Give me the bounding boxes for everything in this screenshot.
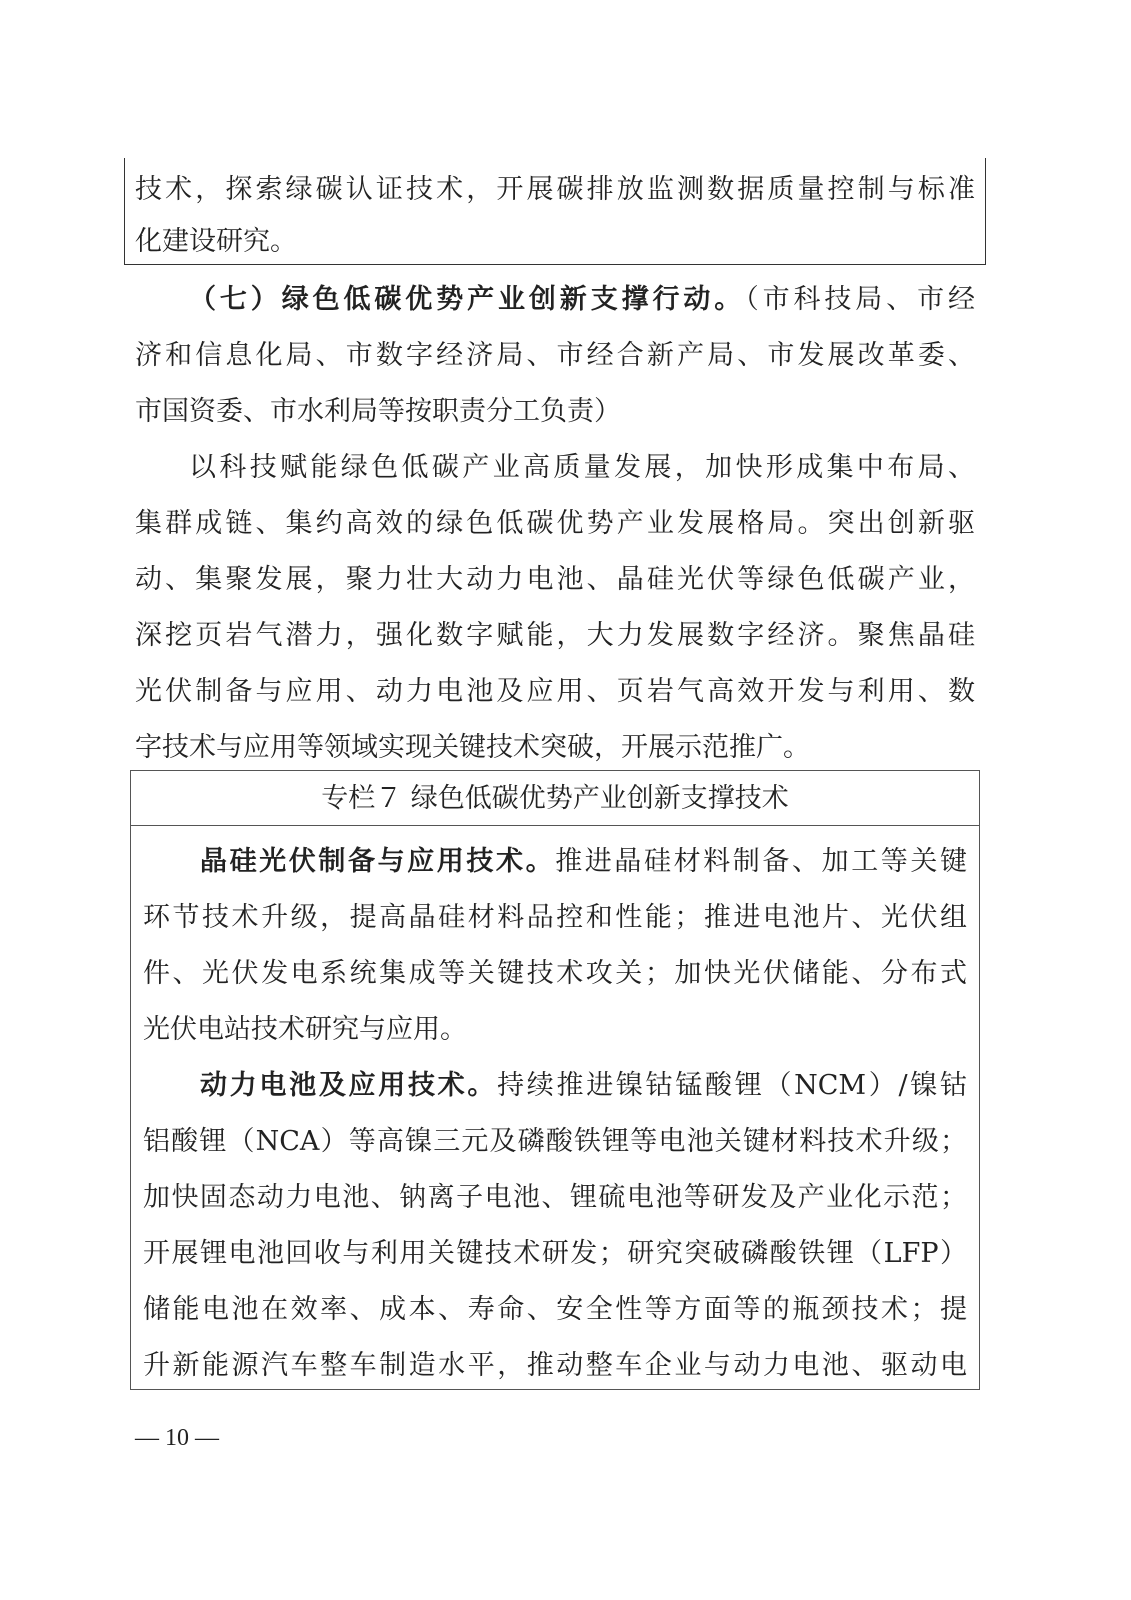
page-number: — 10 — <box>135 1425 219 1451</box>
section-responsible-text: （市科技局、市经 <box>745 284 976 315</box>
box-line: 开展锂电池回收与利用关键技术研发；研究突破磷酸铁锂（LFP） <box>143 1238 967 1269</box>
section-text-line: 市国资委、市水利局等按职责分工负责） <box>135 396 621 427</box>
box-text: 持续推进镍钴锰酸锂（NCM）/镍钴 <box>497 1070 968 1101</box>
box-subheading: 晶硅光伏制备与应用技术。 <box>200 846 556 877</box>
box-line: 储能电池在效率、成本、寿命、安全性等方面等的瓶颈技术；提 <box>143 1294 967 1325</box>
paragraph-line: 集群成链、集约高效的绿色低碳优势产业发展格局。突出创新驱 <box>135 508 975 539</box>
box-text: 推进晶硅材料制备、加工等关键 <box>555 846 968 877</box>
paragraph-line: 以科技赋能绿色低碳产业高质量发展，加快形成集中布局、 <box>189 452 975 483</box>
paragraph-line: 深挖页岩气潜力，强化数字赋能，大力发展数字经济。聚焦晶硅 <box>135 620 975 651</box>
box-text-line: 化建设研究。 <box>135 226 297 257</box>
box-line <box>200 842 967 882</box>
box-line: 升新能源汽车整车制造水平，推动整车企业与动力电池、驱动电 <box>143 1350 967 1381</box>
section-heading-line <box>189 280 975 320</box>
section-text-line: 济和信息化局、市数字经济局、市经合新产局、市发展改革委、 <box>135 340 975 371</box>
paragraph-line: 光伏制备与应用、动力电池及应用、页岩气高效开发与利用、数 <box>135 676 975 707</box>
box-title: 专栏７ 绿色低碳优势产业创新支撑技术 <box>131 771 979 826</box>
box-subheading: 动力电池及应用技术。 <box>200 1070 498 1101</box>
box-text-line: 技术，探索绿碳认证技术，开展碳排放监测数据质量控制与标准 <box>135 174 975 205</box>
box-line: 件、光伏发电系统集成等关键技术攻关；加快光伏储能、分布式 <box>143 958 967 989</box>
paragraph-line: 字技术与应用等领域实现关键技术突破，开展示范推广。 <box>135 732 810 763</box>
box-line: 光伏电站技术研究与应用。 <box>143 1014 467 1045</box>
section-heading: （七）绿色低碳优势产业创新支撑行动。 <box>189 284 746 315</box>
box-line <box>200 1066 967 1106</box>
box-line: 环节技术升级，提高晶硅材料品控和性能；推进电池片、光伏组 <box>143 902 967 933</box>
paragraph-line: 动、集聚发展，聚力壮大动力电池、晶硅光伏等绿色低碳产业， <box>135 564 975 595</box>
box-line: 加快固态动力电池、钠离子电池、锂硫电池等研发及产业化示范； <box>143 1182 967 1213</box>
box-line: 铝酸锂（NCA）等高镍三元及磷酸铁锂等电池关键材料技术升级； <box>143 1126 967 1157</box>
